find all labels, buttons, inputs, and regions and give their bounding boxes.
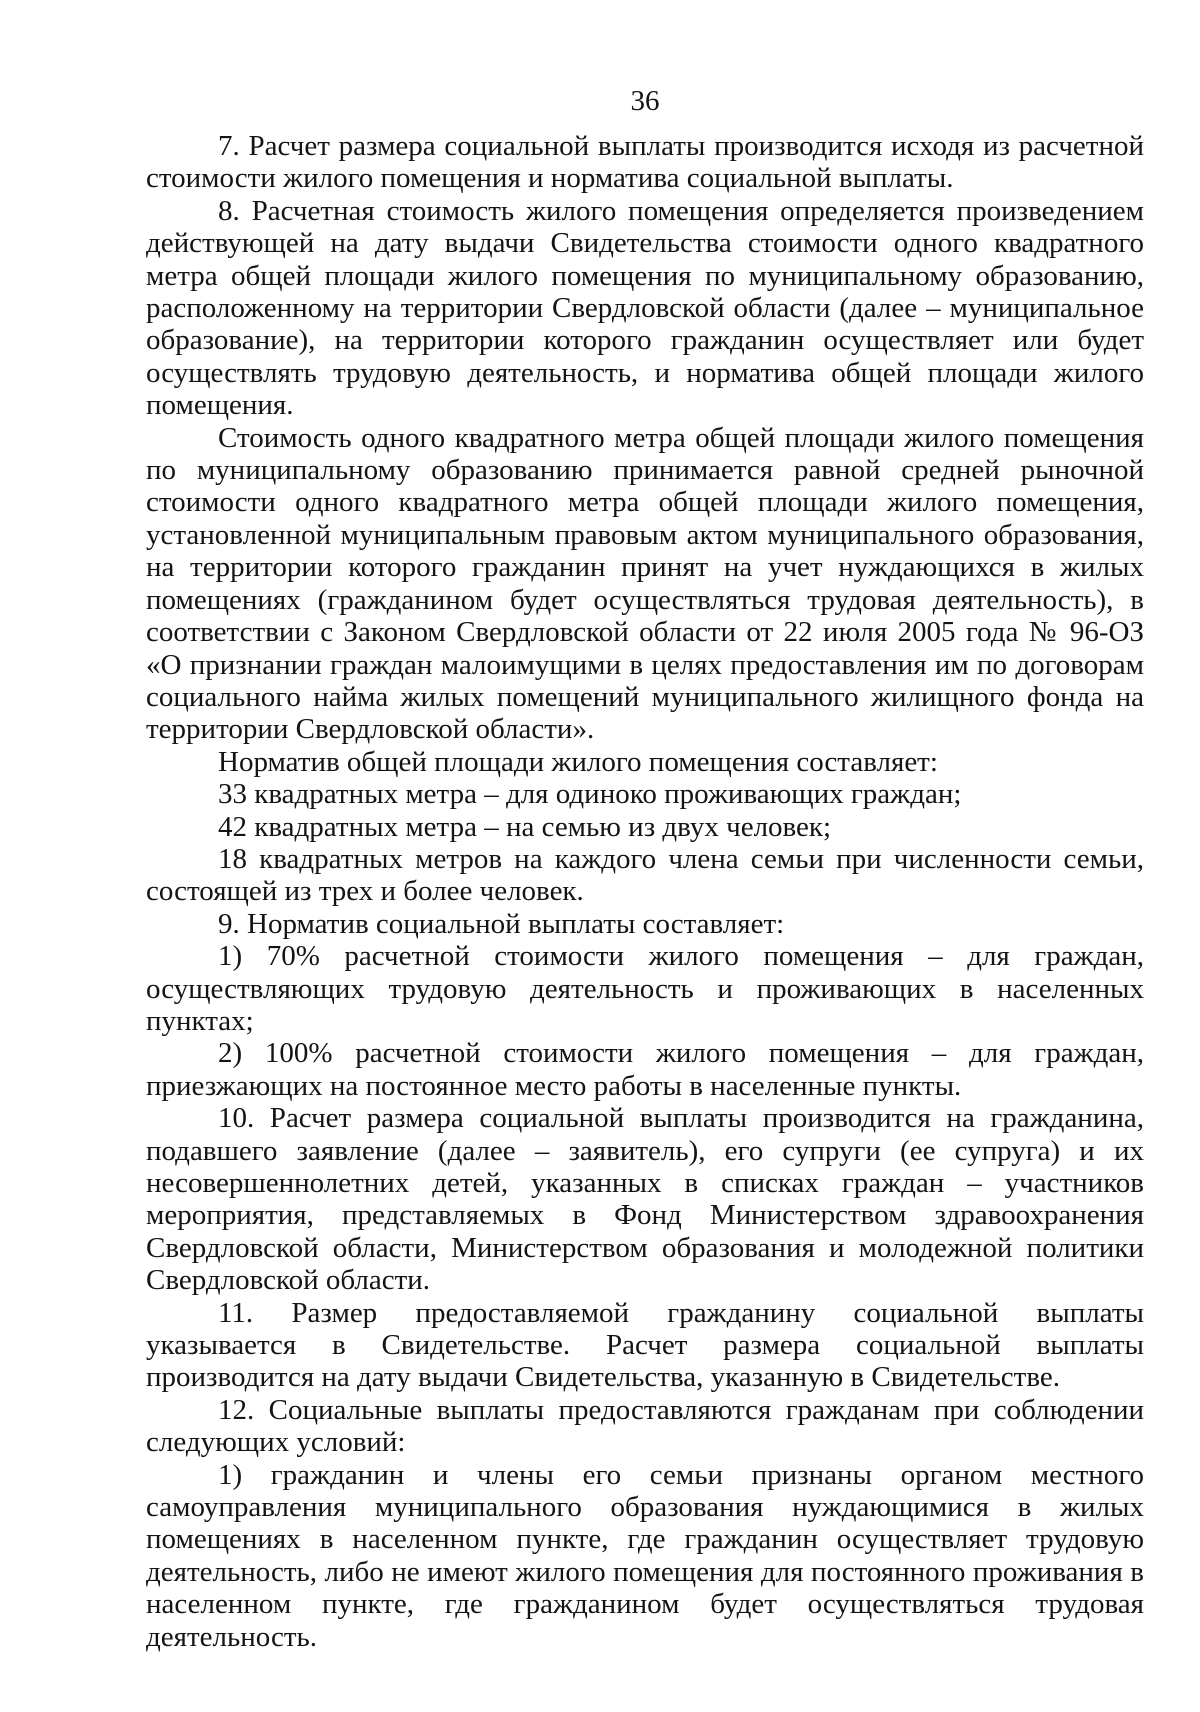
paragraph-7: 7. Расчет размера социальной выплаты производится исходя из расчетной стоимости жилого помещения и норматива социальной выплаты. [146,130,1144,195]
page-number: 36 [630,85,660,117]
paragraph-cost-per-square-meter: Стоимость одного квадратного метра общей площади жилого помещения по муниципальному образованию принимается равной средней рыночной стоимости одного квадратного метра общей площади жилого помещения, установленной муниципальным правовым актом муниципального образования, на территории которого гражданин принят на учет нуждающихся в жилых помещениях (гражданином будет осуществляться трудовая деятельность), в соответствии с Законом Свердловской области от 22 июля 2005 года № 96-ОЗ «О признании граждан малоимущими в целях предоставления им по договорам социального найма жилых помещений муниципального жилищного фонда на территории Свердловской области». [146,421,1144,746]
paragraph-9-item-2: 2) 100% расчетной стоимости жилого помещения – для граждан, приезжающих на постоянное место работы в населенные пункты. [146,1037,1144,1102]
paragraph-10: 10. Расчет размера социальной выплаты производится на гражданина, подавшего заявление (далее – заявитель), его супруги (ее супруга) и их несовершеннолетних детей, указанных в списках граждан – участников мероприятия, представляемых в Фонд Министерством здравоохранения Свердловской области, Министерством образования и молодежной политики Свердловской области. [146,1102,1144,1297]
paragraph-12: 12. Социальные выплаты предоставляются гражданам при соблюдении следующих условий: [146,1393,1144,1459]
paragraph-8: 8. Расчетная стоимость жилого помещения определяется произведением действующей на дату выдачи Свидетельства стоимости одного квадратного метра общей площади жилого помещения по муниципальному образованию, расположенному на территории Свердловской области (далее – муниципальное образование), на территории которого гражданин осуществляет или будет осуществлять трудовую деятельность, и норматива общей площади жилого помещения. [146,194,1144,422]
paragraph-area-norm-single: 33 квадратных метра – для одиноко проживающих граждан; [218,778,962,811]
paragraph-9-item-1: 1) 70% расчетной стоимости жилого помещения – для граждан, осуществляющих трудовую деятельность и проживающих в населенных пунктах; [146,940,1144,1037]
paragraph-area-norm-two: 42 квадратных метра – на семью из двух человек; [218,810,832,843]
paragraph-area-norm-family: 18 квадратных метров на каждого члена семьи при численности семьи, состоящей из трех и более человек. [146,842,1144,908]
document-body [146,130,1144,1653]
paragraph-area-norm-intro: Норматив общей площади жилого помещения составляет: [218,745,938,778]
paragraph-9: 9. Норматив социальной выплаты составляет: [218,907,785,940]
paragraph-11: 11. Размер предоставляемой гражданину социальной выплаты указывается в Свидетельстве. Расчет размера социальной выплаты производится на дату выдачи Свидетельства, указанную в Свидетельстве. [146,1296,1144,1394]
paragraph-12-item-1: 1) гражданин и члены его семьи признаны органом местного самоуправления муниципального образования нуждающимися в жилых помещениях в населенном пункте, где гражданин осуществляет трудовую деятельность, либо не имеют жилого помещения для постоянного проживания в населенном пункте, где гражданином будет осуществляться трудовая деятельность. [146,1458,1144,1653]
